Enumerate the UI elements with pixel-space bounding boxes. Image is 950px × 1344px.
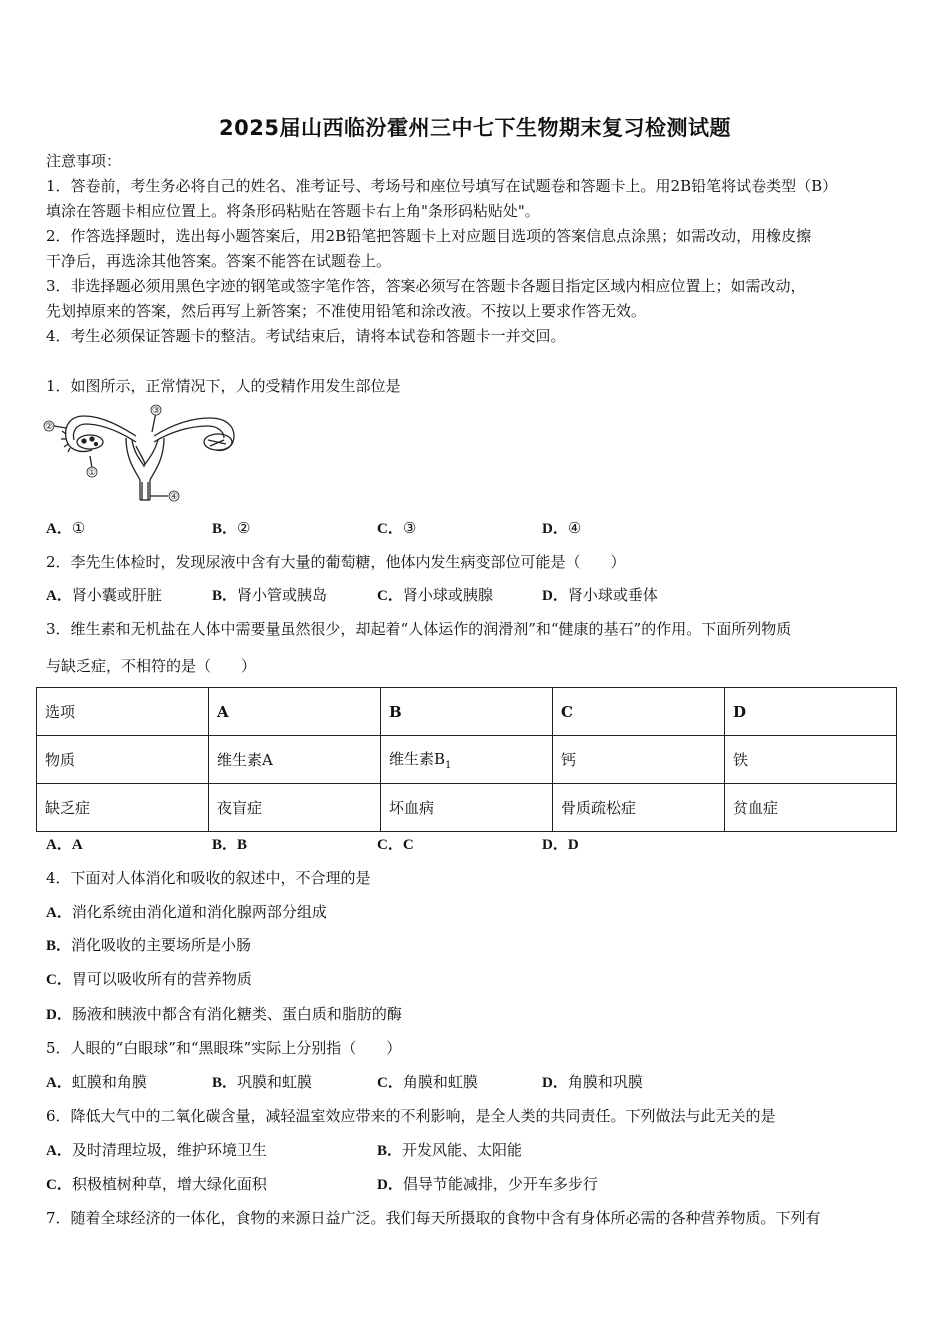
table-row	[37, 736, 897, 784]
q1-option-d[interactable]: D．④	[542, 519, 582, 537]
notice-line: 1．答卷前，考生务必将自己的姓名、准考证号、考场号和座位号填写在试题卷和答题卡上。用2B铅笔将试卷类型（B）	[46, 177, 838, 195]
table-cell	[381, 736, 553, 784]
q1-option-b[interactable]: B．②	[212, 519, 251, 537]
table-cell: 骨质疏松症	[553, 784, 725, 832]
uterus-diagram-figure	[40, 404, 250, 508]
q1-stem: 1．如图所示，正常情况下，人的受精作用发生部位是	[46, 377, 401, 395]
figure-label-2: ②	[44, 422, 54, 432]
figure-label-3: ③	[151, 406, 161, 416]
table-cell: 铁	[725, 736, 897, 784]
vitamin-b-label: 维生素B	[389, 750, 446, 768]
q6-option-a[interactable]: A．及时清理垃圾，维护环境卫生	[46, 1141, 267, 1159]
notice-line: 填涂在答题卡相应位置上。将条形码粘贴在答题卡右上角"条形码粘贴处"。	[46, 202, 540, 220]
figure-label-1: ①	[87, 468, 97, 478]
notice-line: 干净后，再选涂其他答案。答案不能答在试题卷上。	[46, 252, 392, 270]
table-cell: 物质	[37, 736, 209, 784]
page-title: 2025届山西临汾霍州三中七下生物期末复习检测试题	[219, 116, 731, 140]
notice-heading: 注意事项：	[46, 152, 122, 170]
q6-option-c[interactable]: C．积极植树种草，增大绿化面积	[46, 1175, 267, 1193]
table-row	[37, 688, 897, 736]
q3-table	[36, 687, 897, 832]
q5-option-d[interactable]: D．角膜和巩膜	[542, 1073, 643, 1091]
table-cell: B	[381, 688, 553, 736]
q3-option-b[interactable]: B．B	[212, 837, 248, 853]
q3-stem: 3．维生素和无机盐在人体中需要量虽然很少，却起着“人体运作的润滑剂”和“健康的基石”的作用。下面所列物质	[46, 620, 792, 638]
q3-option-d[interactable]: D．D	[542, 837, 579, 853]
q5-stem: 5．人眼的“白眼球”和“黑眼珠”实际上分别指（ ）	[46, 1039, 402, 1057]
q2-option-c[interactable]: C．肾小球或胰腺	[377, 586, 493, 604]
notice-line: 2．作答选择题时，选出每小题答案后，用2B铅笔把答题卡上对应题目选项的答案信息点涂黑；如需改动，用橡皮擦	[46, 227, 812, 245]
q2-option-b[interactable]: B．肾小管或胰岛	[212, 586, 328, 604]
notice-line: 先划掉原来的答案，然后再写上新答案；不准使用铅笔和涂改液。不按以上要求作答无效。	[46, 302, 647, 320]
q4-stem: 4．下面对人体消化和吸收的叙述中，不合理的是	[46, 869, 371, 887]
q4-option-a[interactable]: A．消化系统由消化道和消化腺两部分组成	[46, 903, 327, 921]
table-cell: C	[553, 688, 725, 736]
table-cell: 坏血病	[381, 784, 553, 832]
q2-option-a[interactable]: A．肾小囊或肝脏	[46, 586, 162, 604]
q3-option-c[interactable]: C．C	[377, 837, 414, 853]
q1-option-c[interactable]: C．③	[377, 519, 417, 537]
q5-option-a[interactable]: A．虹膜和角膜	[46, 1073, 147, 1091]
q6-option-b[interactable]: B．开发风能、太阳能	[377, 1141, 523, 1159]
q3-option-a[interactable]: A．A	[46, 837, 83, 853]
table-cell: 维生素A	[209, 736, 381, 784]
table-cell: 夜盲症	[209, 784, 381, 832]
table-cell: 缺乏症	[37, 784, 209, 832]
q4-option-c[interactable]: C．胃可以吸收所有的营养物质	[46, 970, 252, 988]
notice-line: 3．非选择题必须用黑色字迹的钢笔或签字笔作答，答案必须写在答题卡各题目指定区域内相应位置上；如需改动，	[46, 277, 806, 295]
q2-option-d[interactable]: D．肾小球或垂体	[542, 586, 658, 604]
q5-option-c[interactable]: C．角膜和虹膜	[377, 1073, 478, 1091]
q5-option-b[interactable]: B．巩膜和虹膜	[212, 1073, 313, 1091]
q6-option-d[interactable]: D．倡导节能减排，少开车多步行	[377, 1175, 598, 1193]
notice-line: 4．考生必须保证答题卡的整洁。考试结束后，请将本试卷和答题卡一并交回。	[46, 327, 566, 345]
figure-label-4: ④	[169, 492, 179, 502]
vitamin-b-subscript: 1	[445, 760, 452, 771]
table-cell: 钙	[553, 736, 725, 784]
q3-stem-continued: 与缺乏症，不相符的是（ ）	[46, 657, 257, 675]
q6-stem: 6．降低大气中的二氧化碳含量，减轻温室效应带来的不利影响，是全人类的共同责任。下列做法与此无关的是	[46, 1107, 776, 1125]
q4-option-d[interactable]: D．肠液和胰液中都含有消化糖类、蛋白质和脂肪的酶	[46, 1005, 402, 1023]
q2-stem: 2．李先生体检时，发现尿液中含有大量的葡萄糖，他体内发生病变部位可能是（ ）	[46, 553, 626, 571]
q1-option-a[interactable]: A．①	[46, 519, 86, 537]
q7-stem: 7．随着全球经济的一体化，食物的来源日益广泛。我们每天所摄取的食物中含有身体所必需的各种营养物质。下列有	[46, 1209, 821, 1227]
table-cell: D	[725, 688, 897, 736]
table-cell: 贫血症	[725, 784, 897, 832]
table-row	[37, 784, 897, 832]
table-cell: A	[209, 688, 381, 736]
table-cell: 选项	[37, 688, 209, 736]
q4-option-b[interactable]: B．消化吸收的主要场所是小肠	[46, 936, 252, 954]
